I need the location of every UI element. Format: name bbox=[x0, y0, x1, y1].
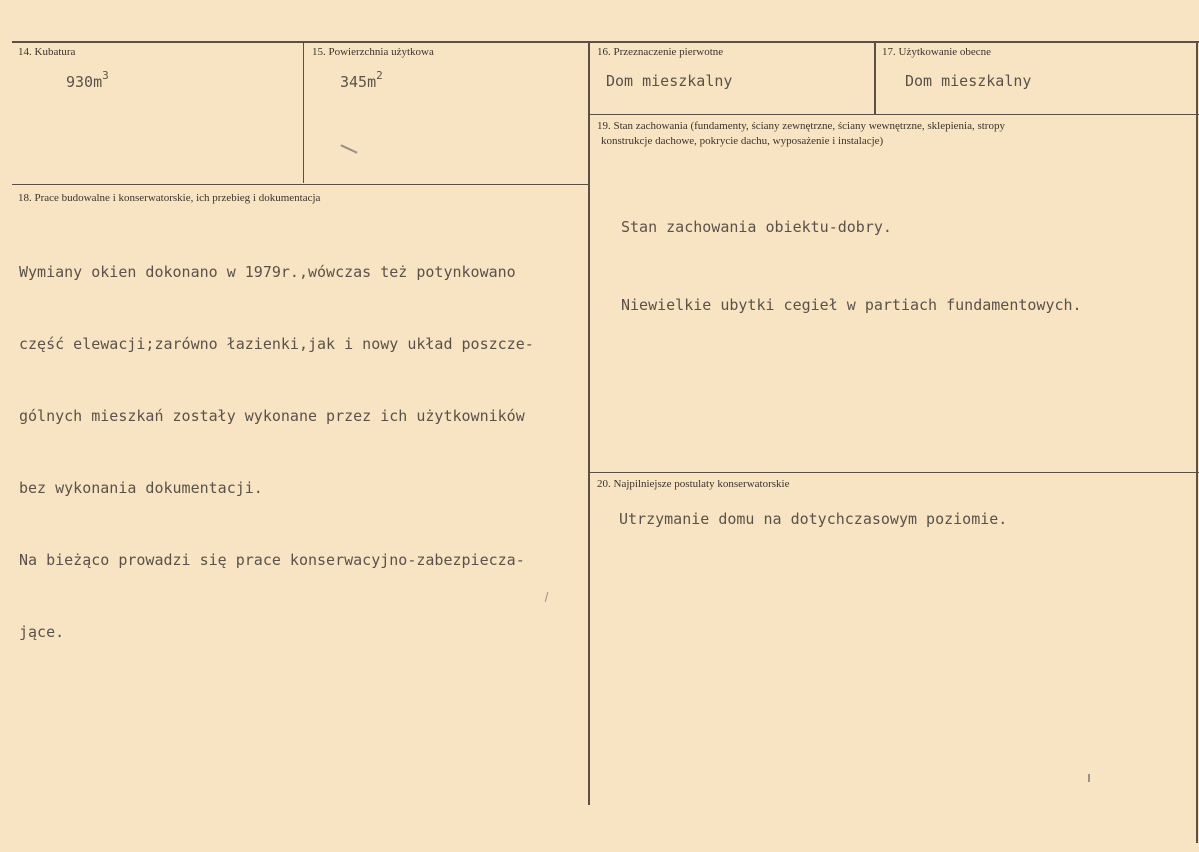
row-divider-right-mid bbox=[589, 472, 1199, 473]
field-14-label: 14. Kubatura bbox=[18, 46, 76, 58]
field-16-label: 16. Przeznaczenie pierwotne bbox=[597, 46, 724, 58]
field-17-label: 17. Użytkowanie obecne bbox=[882, 46, 992, 58]
row-divider-left bbox=[12, 184, 589, 185]
field-19-label-line2: konstrukcje dachowe, pokrycie dachu, wyposażenie i instalacje) bbox=[601, 135, 884, 147]
field-15-value bbox=[340, 70, 383, 96]
field-19-label-line1: 19. Stan zachowania (fundamenty, ściany zewnętrzne, ściany wewnętrzne, sklepienia, stropy bbox=[597, 120, 1005, 132]
right-edge bbox=[1196, 43, 1198, 843]
field-15-superscript: 2 bbox=[376, 69, 383, 82]
paper-mark bbox=[545, 592, 549, 602]
field-18-line: Na bieżąco prowadzi się prace konserwacyjno-zabezpiecza- bbox=[19, 551, 525, 569]
field-18-line: bez wykonania dokumentacji. bbox=[19, 479, 263, 497]
field-16-value: Dom mieszkalny bbox=[606, 72, 733, 90]
field-15-label: 15. Powierzchnia użytkowa bbox=[312, 46, 434, 58]
field-14-superscript: 3 bbox=[102, 69, 109, 82]
field-14-value bbox=[66, 70, 109, 96]
field-19-text bbox=[621, 162, 1082, 370]
field-17-value: Dom mieszkalny bbox=[905, 72, 1032, 90]
field-18-line: gólnych mieszkań zostały wykonane przez ich użytkowników bbox=[19, 407, 525, 425]
field-20-label: 20. Najpilniejsze postulaty konserwatorskie bbox=[597, 478, 790, 490]
field-15-number: 345m bbox=[340, 73, 377, 91]
paper-mark bbox=[1088, 774, 1090, 782]
field-20-value: Utrzymanie domu na dotychczasowym poziomie. bbox=[619, 510, 1008, 528]
row-divider-right-top bbox=[589, 114, 1199, 115]
field-19-line: Niewielkie ubytki cegieł w partiach fundamentowych. bbox=[621, 296, 1082, 314]
divider-after-16 bbox=[874, 43, 876, 115]
field-18-line: Wymiany okien dokonano w 1979r.,wówczas też potynkowano bbox=[19, 263, 516, 281]
field-19-line: Stan zachowania obiektu-dobry. bbox=[621, 218, 892, 236]
field-18-label: 18. Prace budowalne i konserwatorskie, ich przebieg i dokumentacja bbox=[18, 192, 321, 204]
top-border bbox=[12, 41, 1199, 43]
divider-after-14 bbox=[303, 43, 304, 183]
divider-center bbox=[588, 43, 590, 805]
paper-mark bbox=[340, 144, 357, 153]
field-14-number: 930m bbox=[66, 73, 103, 91]
field-18-line: jące. bbox=[19, 623, 65, 641]
field-18-line: część elewacji;zarówno łazienki,jak i nowy układ poszcze- bbox=[19, 335, 534, 353]
field-18-text bbox=[19, 212, 534, 692]
